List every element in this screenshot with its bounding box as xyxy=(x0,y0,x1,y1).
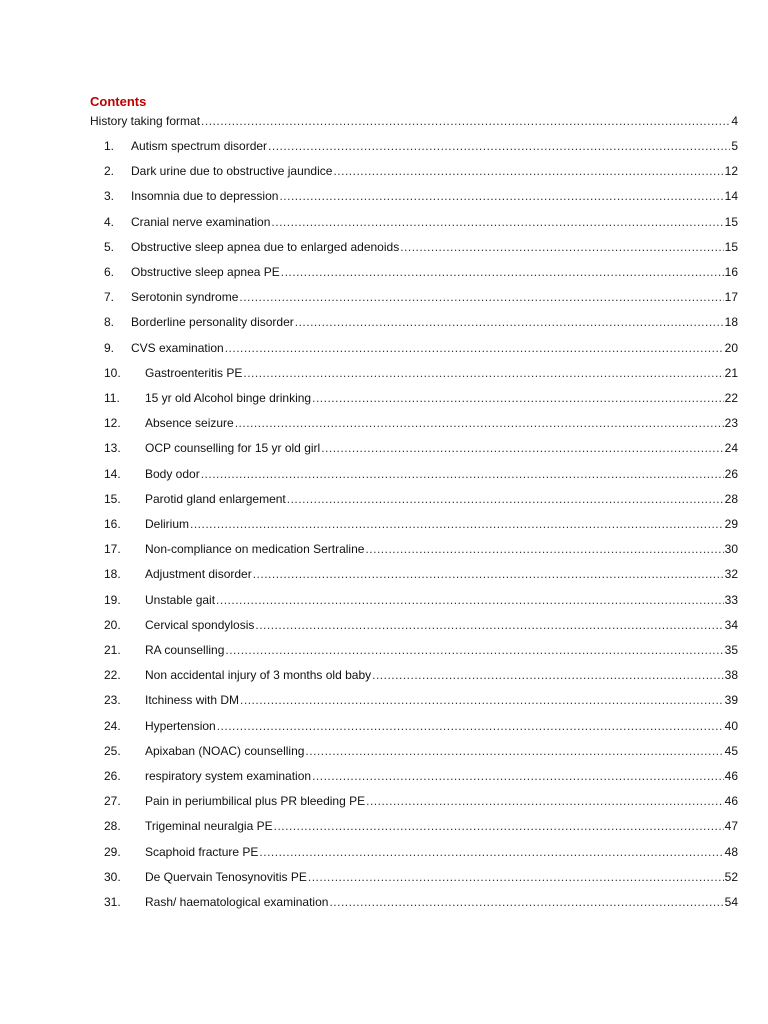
toc-page-number: 16 xyxy=(724,265,738,279)
toc-entry[interactable] xyxy=(104,817,738,835)
toc-entry[interactable] xyxy=(104,364,738,382)
toc-entry-title: Delirium xyxy=(145,517,190,531)
toc-entry-number: 25. xyxy=(104,743,121,758)
toc-page-number: 24 xyxy=(724,441,738,456)
toc-page-number: 17 xyxy=(724,290,738,305)
toc-page-number: 18 xyxy=(724,315,738,330)
toc-page-number: 28 xyxy=(724,491,738,506)
toc-page-number: 47 xyxy=(724,819,738,834)
dot-leader xyxy=(201,112,730,130)
toc-entry-number: 12. xyxy=(104,416,121,431)
toc-entry-title: Non accidental injury of 3 months old baby xyxy=(145,668,372,683)
dot-leader xyxy=(253,565,724,583)
toc-entry-number: 15. xyxy=(104,491,121,506)
toc-entry-number: 19. xyxy=(104,592,121,607)
toc-entry-title: Itchiness with DM xyxy=(145,693,240,708)
toc-entry-number: 13. xyxy=(104,441,121,456)
toc-entry-title: Rash/ haematological examination xyxy=(145,895,329,909)
toc-entry-title: Insomnia due to depression xyxy=(131,189,279,204)
toc-entry[interactable] xyxy=(104,439,738,457)
toc-page-number: 15 xyxy=(724,239,738,254)
toc-entry-title: Dark urine due to obstructive jaundice xyxy=(131,164,333,179)
toc-entry-number: 30. xyxy=(104,869,121,884)
toc-entry-number: 5. xyxy=(104,239,115,254)
toc-entry-number: 27. xyxy=(104,794,121,809)
toc-page-number: 33 xyxy=(724,592,738,607)
dot-leader xyxy=(217,717,724,735)
toc-page-number: 40 xyxy=(724,718,738,733)
dot-leader xyxy=(295,313,724,331)
toc-entry-number: 23. xyxy=(104,693,121,708)
toc-entry-title: Obstructive sleep apnea due to enlarged adenoids xyxy=(131,239,400,254)
dot-leader xyxy=(366,792,724,810)
toc-entry[interactable] xyxy=(104,465,738,483)
toc-entry-title: RA counselling xyxy=(145,643,225,657)
toc-entry-number: 24. xyxy=(104,718,121,733)
toc-page-number: 39 xyxy=(724,693,738,708)
toc-entry[interactable] xyxy=(104,666,738,684)
toc-page-number: 34 xyxy=(724,617,738,632)
toc-entry-title: Unstable gait xyxy=(145,592,216,607)
toc-entry-number: 11. xyxy=(104,391,120,405)
toc-page-number: 46 xyxy=(724,794,738,809)
toc-entry[interactable] xyxy=(104,843,738,861)
toc-entry[interactable] xyxy=(104,515,738,533)
dot-leader xyxy=(235,414,724,432)
toc-entry-number: 20. xyxy=(104,617,121,632)
toc-entry-number: 10. xyxy=(104,365,121,380)
toc-entry-number: 3. xyxy=(104,189,115,204)
dot-leader xyxy=(271,213,723,231)
toc-entry-title: Cervical spondylosis xyxy=(145,617,255,632)
dot-leader xyxy=(333,162,723,180)
dot-leader xyxy=(321,439,723,457)
toc-entry[interactable] xyxy=(104,288,738,306)
toc-entry-number: 7. xyxy=(104,290,115,305)
toc-entry-number: 8. xyxy=(104,315,115,330)
toc-page-number: 12 xyxy=(724,164,738,179)
toc-entry[interactable] xyxy=(104,540,738,558)
toc-entry[interactable] xyxy=(104,641,738,659)
dot-leader xyxy=(243,364,723,382)
dot-leader xyxy=(225,339,724,357)
dot-leader xyxy=(312,389,724,407)
contents-heading: Contents xyxy=(90,94,147,109)
toc-entry[interactable] xyxy=(104,767,738,785)
toc-page-number: 22 xyxy=(724,391,738,405)
toc-page-number: 29 xyxy=(724,517,738,531)
toc-page-number: 23 xyxy=(724,416,738,431)
toc-entry-title: Adjustment disorder xyxy=(145,567,252,582)
toc-entry[interactable] xyxy=(104,691,738,709)
dot-leader xyxy=(281,263,724,281)
toc-entry-number: 2. xyxy=(104,164,115,179)
toc-entry[interactable] xyxy=(104,213,738,231)
toc-entry[interactable] xyxy=(104,717,738,735)
toc-entry-number: 6. xyxy=(104,265,115,279)
toc-entry-number: 9. xyxy=(104,340,115,355)
toc-entry[interactable] xyxy=(104,616,738,634)
toc-entry-title: Cranial nerve examination xyxy=(131,214,271,229)
toc-page-number: 26 xyxy=(724,466,738,481)
toc-entry[interactable] xyxy=(104,868,738,886)
dot-leader xyxy=(274,817,724,835)
toc-entry[interactable] xyxy=(104,893,738,911)
toc-entry[interactable] xyxy=(104,565,738,583)
toc-entry-title: Gastroenteritis PE xyxy=(145,365,243,380)
toc-entry-title: Parotid gland enlargement xyxy=(145,491,286,506)
toc-entry-title: OCP counselling for 15 yr old girl xyxy=(145,441,321,456)
toc-entry-title: Serotonin syndrome xyxy=(131,290,239,305)
toc-entry-number: 17. xyxy=(104,542,121,557)
toc-entry[interactable] xyxy=(104,490,738,508)
toc-entry[interactable] xyxy=(104,238,738,256)
toc-entry[interactable] xyxy=(104,389,738,407)
toc-entry-number: 31. xyxy=(104,895,121,909)
toc-entry-title: History taking format xyxy=(90,114,201,128)
dot-leader xyxy=(225,641,723,659)
toc-page-number: 4 xyxy=(731,114,738,128)
toc-page-number: 45 xyxy=(724,743,738,758)
toc-entry-title: Apixaban (NOAC) counselling xyxy=(145,743,305,758)
toc-page-number: 35 xyxy=(724,643,738,657)
dot-leader xyxy=(312,767,724,785)
toc-entry-number: 14. xyxy=(104,466,121,481)
toc-page-number: 14 xyxy=(724,189,738,204)
dot-leader xyxy=(365,540,723,558)
dot-leader xyxy=(372,666,724,684)
toc-entry[interactable] xyxy=(104,414,738,432)
dot-leader xyxy=(190,515,724,533)
toc-page-number: 21 xyxy=(724,365,738,380)
toc-page-number: 15 xyxy=(724,214,738,229)
toc-entry-number: 21. xyxy=(104,643,121,657)
toc-page-number: 38 xyxy=(724,668,738,683)
dot-leader xyxy=(308,868,724,886)
toc-entry-number: 22. xyxy=(104,668,121,683)
toc-entry-title: De Quervain Tenosynovitis PE xyxy=(145,869,307,884)
toc-entry[interactable] xyxy=(104,137,738,155)
toc-entry[interactable] xyxy=(104,263,738,281)
toc-entry[interactable] xyxy=(104,742,738,760)
toc-entry-number: 29. xyxy=(104,844,121,859)
toc-entry-title: Scaphoid fracture PE xyxy=(145,844,259,859)
toc-entry[interactable] xyxy=(104,187,738,205)
toc-entry-title: Trigeminal neuralgia PE xyxy=(145,819,273,834)
toc-entry-number: 4. xyxy=(104,214,115,229)
toc-entry-number: 28. xyxy=(104,819,121,834)
toc-entry-title: Hypertension xyxy=(145,718,216,733)
toc-entry-title: Autism spectrum disorder xyxy=(131,139,268,153)
toc-page-number: 30 xyxy=(724,542,738,557)
dot-leader xyxy=(255,616,723,634)
toc-page-number: 52 xyxy=(724,869,738,884)
toc-entry[interactable] xyxy=(104,162,738,180)
dot-leader xyxy=(239,288,723,306)
dot-leader xyxy=(279,187,723,205)
toc-page-number: 54 xyxy=(724,895,738,909)
toc-entry-title: Body odor xyxy=(145,466,200,481)
toc-entry[interactable] xyxy=(104,339,738,357)
toc-entry-title: Pain in periumbilical plus PR bleeding PE xyxy=(145,794,366,809)
toc-entry-number: 16. xyxy=(104,517,121,531)
toc-page-number: 32 xyxy=(724,567,738,582)
toc-entry-number: 18. xyxy=(104,567,121,582)
toc-page-number: 5 xyxy=(731,139,738,153)
toc-entry-title: Non-compliance on medication Sertraline xyxy=(145,542,365,557)
dot-leader xyxy=(305,742,723,760)
dot-leader xyxy=(259,843,723,861)
toc-entry-title: CVS examination xyxy=(131,340,224,355)
dot-leader xyxy=(268,137,730,155)
dot-leader xyxy=(400,238,723,256)
toc-entry-intro[interactable] xyxy=(90,112,738,130)
toc-page-number: 20 xyxy=(724,340,738,355)
toc-entry-number: 1. xyxy=(104,139,115,153)
toc-entry[interactable] xyxy=(104,792,738,810)
dot-leader xyxy=(329,893,723,911)
toc-entry-number: 26. xyxy=(104,769,121,783)
toc-entry-title: Borderline personality disorder xyxy=(131,315,294,330)
dot-leader xyxy=(216,591,724,609)
toc-entry[interactable] xyxy=(104,313,738,331)
dot-leader xyxy=(201,465,724,483)
toc-entry-title: 15 yr old Alcohol binge drinking xyxy=(145,391,312,405)
toc-page-number: 48 xyxy=(724,844,738,859)
toc-entry-title: Absence seizure xyxy=(145,416,234,431)
toc-entry-title: respiratory system examination xyxy=(145,769,312,783)
toc-entry-title: Obstructive sleep apnea PE xyxy=(131,265,280,279)
toc-entry[interactable] xyxy=(104,591,738,609)
dot-leader xyxy=(240,691,724,709)
toc-page-number: 46 xyxy=(724,769,738,783)
dot-leader xyxy=(287,490,724,508)
